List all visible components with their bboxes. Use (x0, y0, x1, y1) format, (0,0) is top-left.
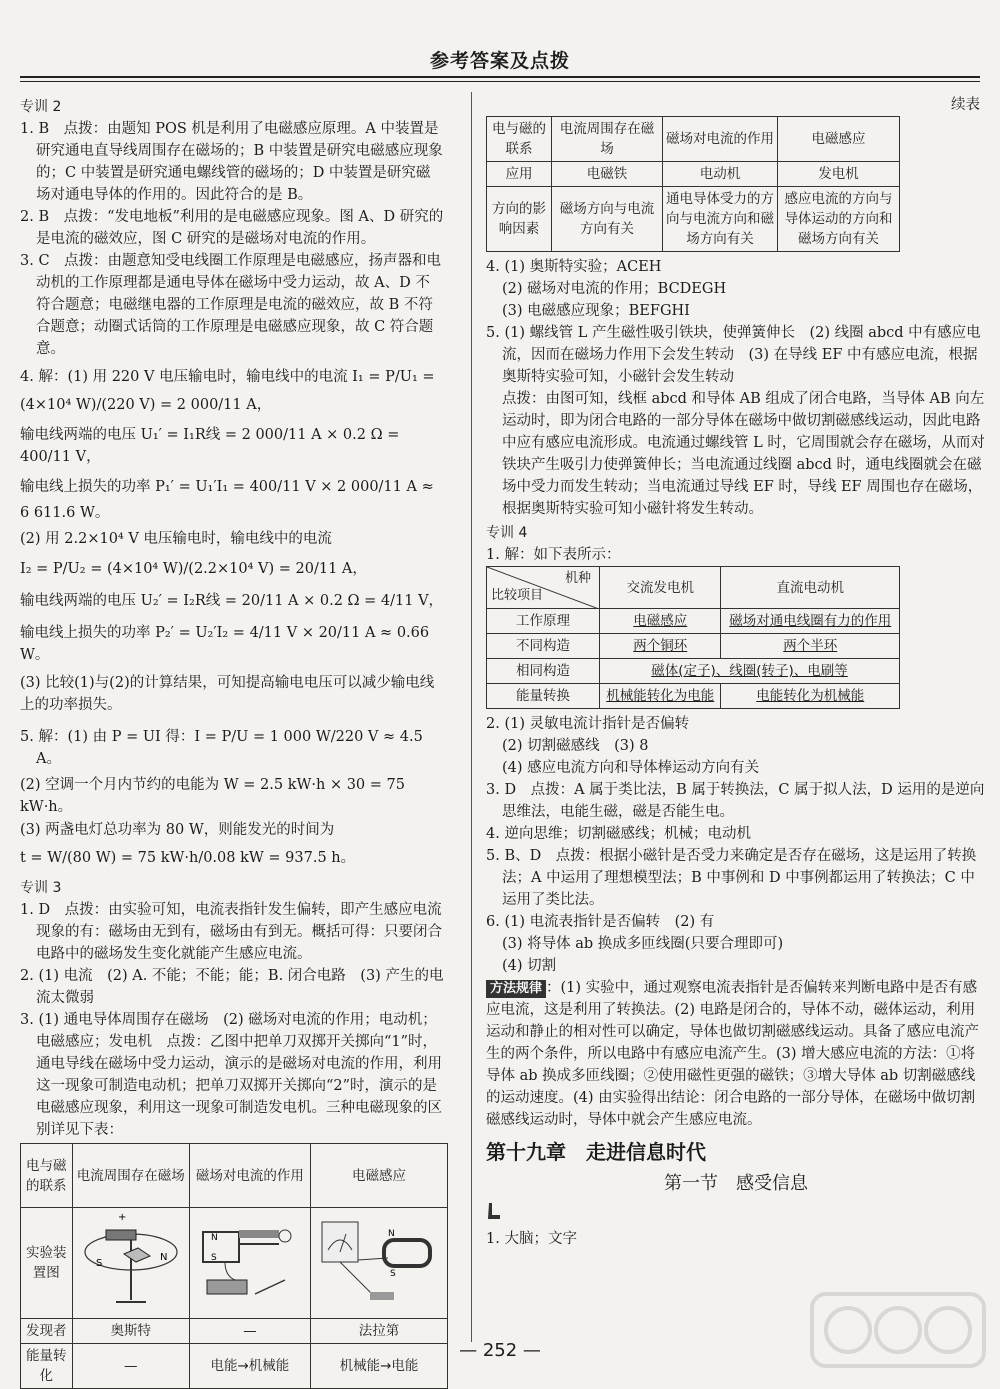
watermark-logo (808, 1290, 988, 1370)
table-cell: 机械能→电能 (311, 1344, 448, 1389)
method-block (486, 977, 986, 1131)
method-tag: 方法规律 (486, 980, 546, 998)
diagonal-top-label: 机种 (564, 571, 591, 586)
table-cell: 磁体(定子)、线圈(转子)、电刷等 (600, 659, 900, 684)
continued-table-label: 续表 (951, 97, 980, 113)
svg-text:N: N (388, 1229, 395, 1239)
answer-q4-line1: 4. (1) 奥斯特实验；ACEH (486, 259, 662, 275)
table-header-cell: 电与磁的联系 (21, 1144, 73, 1208)
motor-apparatus-figure (189, 1208, 310, 1319)
table-row-label: 方向的影响因素 (487, 187, 552, 252)
table-cell: 电动机 (663, 162, 778, 187)
table-header-cell: 直流电动机 (721, 567, 900, 609)
table-cell: 电磁铁 (552, 162, 663, 187)
answer-s2-q5-line2: (2) 空调一个月内节约的电能为 W = 2.5 kW·h × 30 = 75 kW·h。 (20, 777, 405, 815)
pen-icon (486, 1203, 502, 1221)
table-header-cell: 磁场对电流的作用 (663, 117, 778, 162)
answer-s2-q4-line2: (4×10⁴ W)/(220 V) = 2 000/11 A， (20, 397, 272, 413)
section-heading: 第一节 感受信息 (664, 1173, 808, 1194)
answer-s4-q6-line1: 6. (1) 电流表指针是否偏转 (2) 有 (486, 914, 715, 930)
answer-last: 1. 大脑；文字 (486, 1231, 577, 1247)
table-cell: — (189, 1319, 310, 1344)
answer-q4-line3: (3) 电磁感应现象；BEFGHI (502, 303, 690, 319)
oersted-apparatus-figure (72, 1208, 189, 1319)
table-header-cell: 电流周围存在磁场 (72, 1144, 189, 1208)
svg-text:N: N (210, 1233, 218, 1243)
answer-s2-q2: 2. B 点拨：“发电地板”利用的是电磁感应现象。图 A、D 研究的是电流的磁效应，图 C 研究的是磁场对电流的作用。 (20, 209, 444, 247)
table-header-cell: 电磁感应 (311, 1144, 448, 1208)
table-header-cell: 电与磁的联系 (487, 117, 552, 162)
table-cell: 奥斯特 (72, 1319, 189, 1344)
answer-q5-tip: 点拨：由图可知，线框 abcd 和导体 AB 组成了闭合电路，当导体 AB 向左运动时，即为闭合电路的一部分导体在磁场中做切割磁感线运动，因此电路中应有感应电流形成。电流通过螺线管 L 时，它周围就会存在磁场，从而对铁块产生吸引力使弹簧伸长；当电流通过线圈 abcd 时，通电线圈就会在磁场中受力而发生转动；当电流通过导线 EF 时，导线 EF 周围也存在磁场，根据奥斯特实验可知小磁针将发生转动。 (502, 391, 985, 517)
answer-s4-q4: 4. 逆向思维；切割磁感线；机械；电动机 (486, 826, 751, 842)
answer-s2-q3: 3. C 点拨：由题意知受电线圈工作原理是电磁感应，扬声器和电动机的工作原理都是通电导体在磁场中受力运动，故 A、D 不符合题意；电磁继电器的工作原理是电流的磁效应，故 B 不符合题意；动圈式话筒的工作原理是电磁感应现象，故 C 符合题意。 (20, 253, 442, 357)
table-cell: 电磁感应 (600, 609, 721, 634)
page-number: — 252 — (459, 1340, 541, 1361)
svg-text:S: S (95, 1258, 103, 1269)
table-row-label: 发现者 (21, 1319, 73, 1344)
induction-apparatus-figure (311, 1208, 448, 1319)
table-row-label: 不同构造 (487, 634, 600, 659)
answer-s2-q4-line6: (2) 用 2.2×10⁴ V 电压输电时，输电线中的电流 (20, 531, 332, 547)
table-row-label: 实验装置图 (21, 1208, 73, 1319)
right-column (486, 94, 986, 1250)
table-row-label: 应用 (487, 162, 552, 187)
answer-s4-q2-line3: (4) 感应电流方向和导体棒运动方向有关 (502, 760, 760, 776)
table-cell: 机械能转化为电能 (600, 684, 721, 709)
chapter-title: 第十九章 走进信息时代 (486, 1140, 706, 1164)
answer-s4-q2-line2: (2) 切割磁感线 (3) 8 (502, 738, 649, 754)
table-cell: 法拉第 (311, 1319, 448, 1344)
generator-motor-table (486, 566, 900, 709)
table-header-cell: 电磁感应 (778, 117, 900, 162)
answer-s2-q4-line4: 输电线上损失的功率 P₁′ = U₁′I₁ = 400/11 V × 2 000/11 A ≈ (20, 479, 434, 495)
table-row-label: 工作原理 (487, 609, 600, 634)
table-row-label: 能量转换 (487, 684, 600, 709)
answer-s2-q5-line1: 5. 解：(1) 由 P = UI 得：I = P/U = 1 000 W/220 V ≈ 4.5 A。 (20, 729, 423, 767)
table-cell: 通电导体受力的方向与电流方向和磁场方向有关 (663, 187, 778, 252)
continued-table (486, 116, 900, 252)
answer-s2-q4-line8: 输电线两端的电压 U₂′ = I₂R线 = 20/11 A × 0.2 Ω = 4/11 V， (20, 593, 444, 609)
diagonal-bottom-label: 比较项目 (491, 588, 544, 603)
svg-text:N: N (159, 1252, 168, 1263)
table-cell: 两个半环 (721, 634, 900, 659)
section-title-s4: 专训 4 (486, 525, 528, 541)
svg-text:S: S (390, 1269, 396, 1279)
table-cell: — (72, 1344, 189, 1389)
answer-s2-q4-line3: 输电线两端的电压 U₁′ = I₁R线 = 2 000/11 A × 0.2 Ω = 400/11 V， (20, 427, 400, 465)
answer-s2-q5-line3: (3) 两盏电灯总功率为 80 W，则能发光的时间为 (20, 822, 335, 838)
answer-s2-q4-line5: 6 611.6 W。 (20, 505, 110, 521)
table-diagonal-header (487, 567, 600, 609)
answer-s2-q4-line9: 输电线上损失的功率 P₂′ = U₂′I₂ = 4/11 V × 20/11 A ≈ 0.66 W。 (20, 625, 430, 663)
answer-s2-q4-line7: I₂ = P/U₂ = (4×10⁴ W)/(2.2×10⁴ V) = 20/11 A， (20, 561, 367, 577)
column-divider (471, 92, 472, 1342)
section-title-s3: 专训 3 (20, 880, 62, 896)
answer-q4-line2: (2) 磁场对电流的作用；BCDEGH (502, 281, 727, 297)
table-cell: 电能转化为机械能 (721, 684, 900, 709)
table-row-label: 相同构造 (487, 659, 600, 684)
table-cell: 感应电流的方向与导体运动的方向和磁场方向有关 (778, 187, 900, 252)
answer-s3-q1: 1. D 点拨：由实验可知，电流表指针发生偏转，即产生感应电流现象的有：磁场由无到有，磁场由有到无。概括可得：只要闭合电路中的磁场发生变化就能产生感应电流。 (20, 902, 442, 962)
section-title-s2: 专训 2 (20, 99, 62, 115)
table-header-cell: 交流发电机 (600, 567, 721, 609)
table-cell: 电能→机械能 (189, 1344, 310, 1389)
answer-s4-q5: 5. B、D 点拨：根据小磁针是否受力来确定是否存在磁场，这是运用了转换法；A 中运用了理想模型法；B 中事例和 D 中事例都运用了转换法；C 中运用了类比法。 (486, 848, 977, 908)
answer-q5: 5. (1) 螺线管 L 产生磁性吸引铁块，使弹簧伸长 (2) 线圈 abcd 中有感应电流，因而在磁场力作用下会发生转动 (3) 在导线 EF 中有感应电流，根据奥斯特实验可知，小磁针会发生转动 (486, 325, 981, 385)
header-rule (20, 76, 980, 78)
answer-s3-q3: 3. (1) 通电导体周围存在磁场 (2) 磁场对电流的作用；电动机；电磁感应；发电机 点拨：乙图中把单刀双掷开关掷向“1”时，通电导线在磁场中受力运动，演示的是磁场对电流的作用，利用这一现象可制造电动机；把单刀双掷开关掷向“2”时，演示的是电磁感应现象，利用这一现象可制造发电机。三种电磁现象的区别详见下表： (20, 1012, 442, 1138)
answer-s4-q1: 1. 解：如下表所示： (486, 547, 621, 563)
table-cell: 两个铜环 (600, 634, 721, 659)
page-header-title: 参考答案及点拨 (429, 50, 570, 72)
answer-s2-q4-line10: (3) 比较(1)与(2)的计算结果，可知提高输电电压可以减少输电线上的功率损失。 (20, 675, 435, 713)
table-header-cell: 磁场对电流的作用 (189, 1144, 310, 1208)
table-cell: 发电机 (778, 162, 900, 187)
table-cell: 磁场方向与电流方向有关 (552, 187, 663, 252)
answer-s4-q6-line2: (3) 将导体 ab 换成多匝线圈(只要合理即可) (502, 936, 784, 952)
answer-s2-q5-line4: t = W/(80 W) = 75 kW·h/0.08 kW = 937.5 h。 (20, 850, 356, 866)
header-rule-thin (20, 81, 980, 82)
answer-s4-q3: 3. D 点拨：A 属于类比法，B 属于转换法，C 属于拟人法，D 运用的是逆向思维法，电能生磁，磁是否能生电。 (486, 782, 985, 820)
table-cell: 磁场对通电线圈有力的作用 (721, 609, 900, 634)
svg-text:S: S (210, 1253, 217, 1263)
answer-s2-q1: 1. B 点拨：由题知 POS 机是利用了电磁感应原理。A 中装置是研究通电直导线周围存在磁场的；B 中装置是研究电磁感应现象的；C 中装置是研究通电螺线管的磁场的；D 中装置是研究磁场对通电导体的作用的。因此符合的是 B。 (20, 121, 443, 203)
svg-text:+: + (117, 1212, 127, 1223)
answer-s2-q4-line1: 4. 解：(1) 用 220 V 电压输电时，输电线中的电流 I₁ = P/U₁ = (20, 369, 435, 385)
left-column (20, 94, 444, 1389)
table-header-cell: 电流周围存在磁场 (552, 117, 663, 162)
table-row-label: 能量转化 (21, 1344, 73, 1389)
method-text: ：(1) 实验中，通过观察电流表指针是否偏转来判断电路中是否有感应电流，这是利用了转换法。(2) 电路是闭合的，导体不动，磁体运动，利用运动和静止的相对性可以确定，导体也做切割磁感线运动。具备了感应电流产生的两个条件，所以电路中有感应电流产生。(3) 增大感应电流的方法：①将导体 ab 换成多匝线圈；②使用磁性更强的磁铁；③增大导体 ab 切割磁感线的运动速度。(4) 由实验得出结论：闭合电路的一部分导体，在磁场中做切割磁感线运动时，导体中就会产生感应电流。 (486, 980, 979, 1128)
answer-s3-q2: 2. (1) 电流 (2) A. 不能；不能；能；B. 闭合电路 (3) 产生的电流太微弱 (20, 968, 444, 1006)
answer-s4-q2-line1: 2. (1) 灵敏电流计指针是否偏转 (486, 716, 690, 732)
answer-s4-q6-line3: (4) 切割 (502, 958, 557, 974)
